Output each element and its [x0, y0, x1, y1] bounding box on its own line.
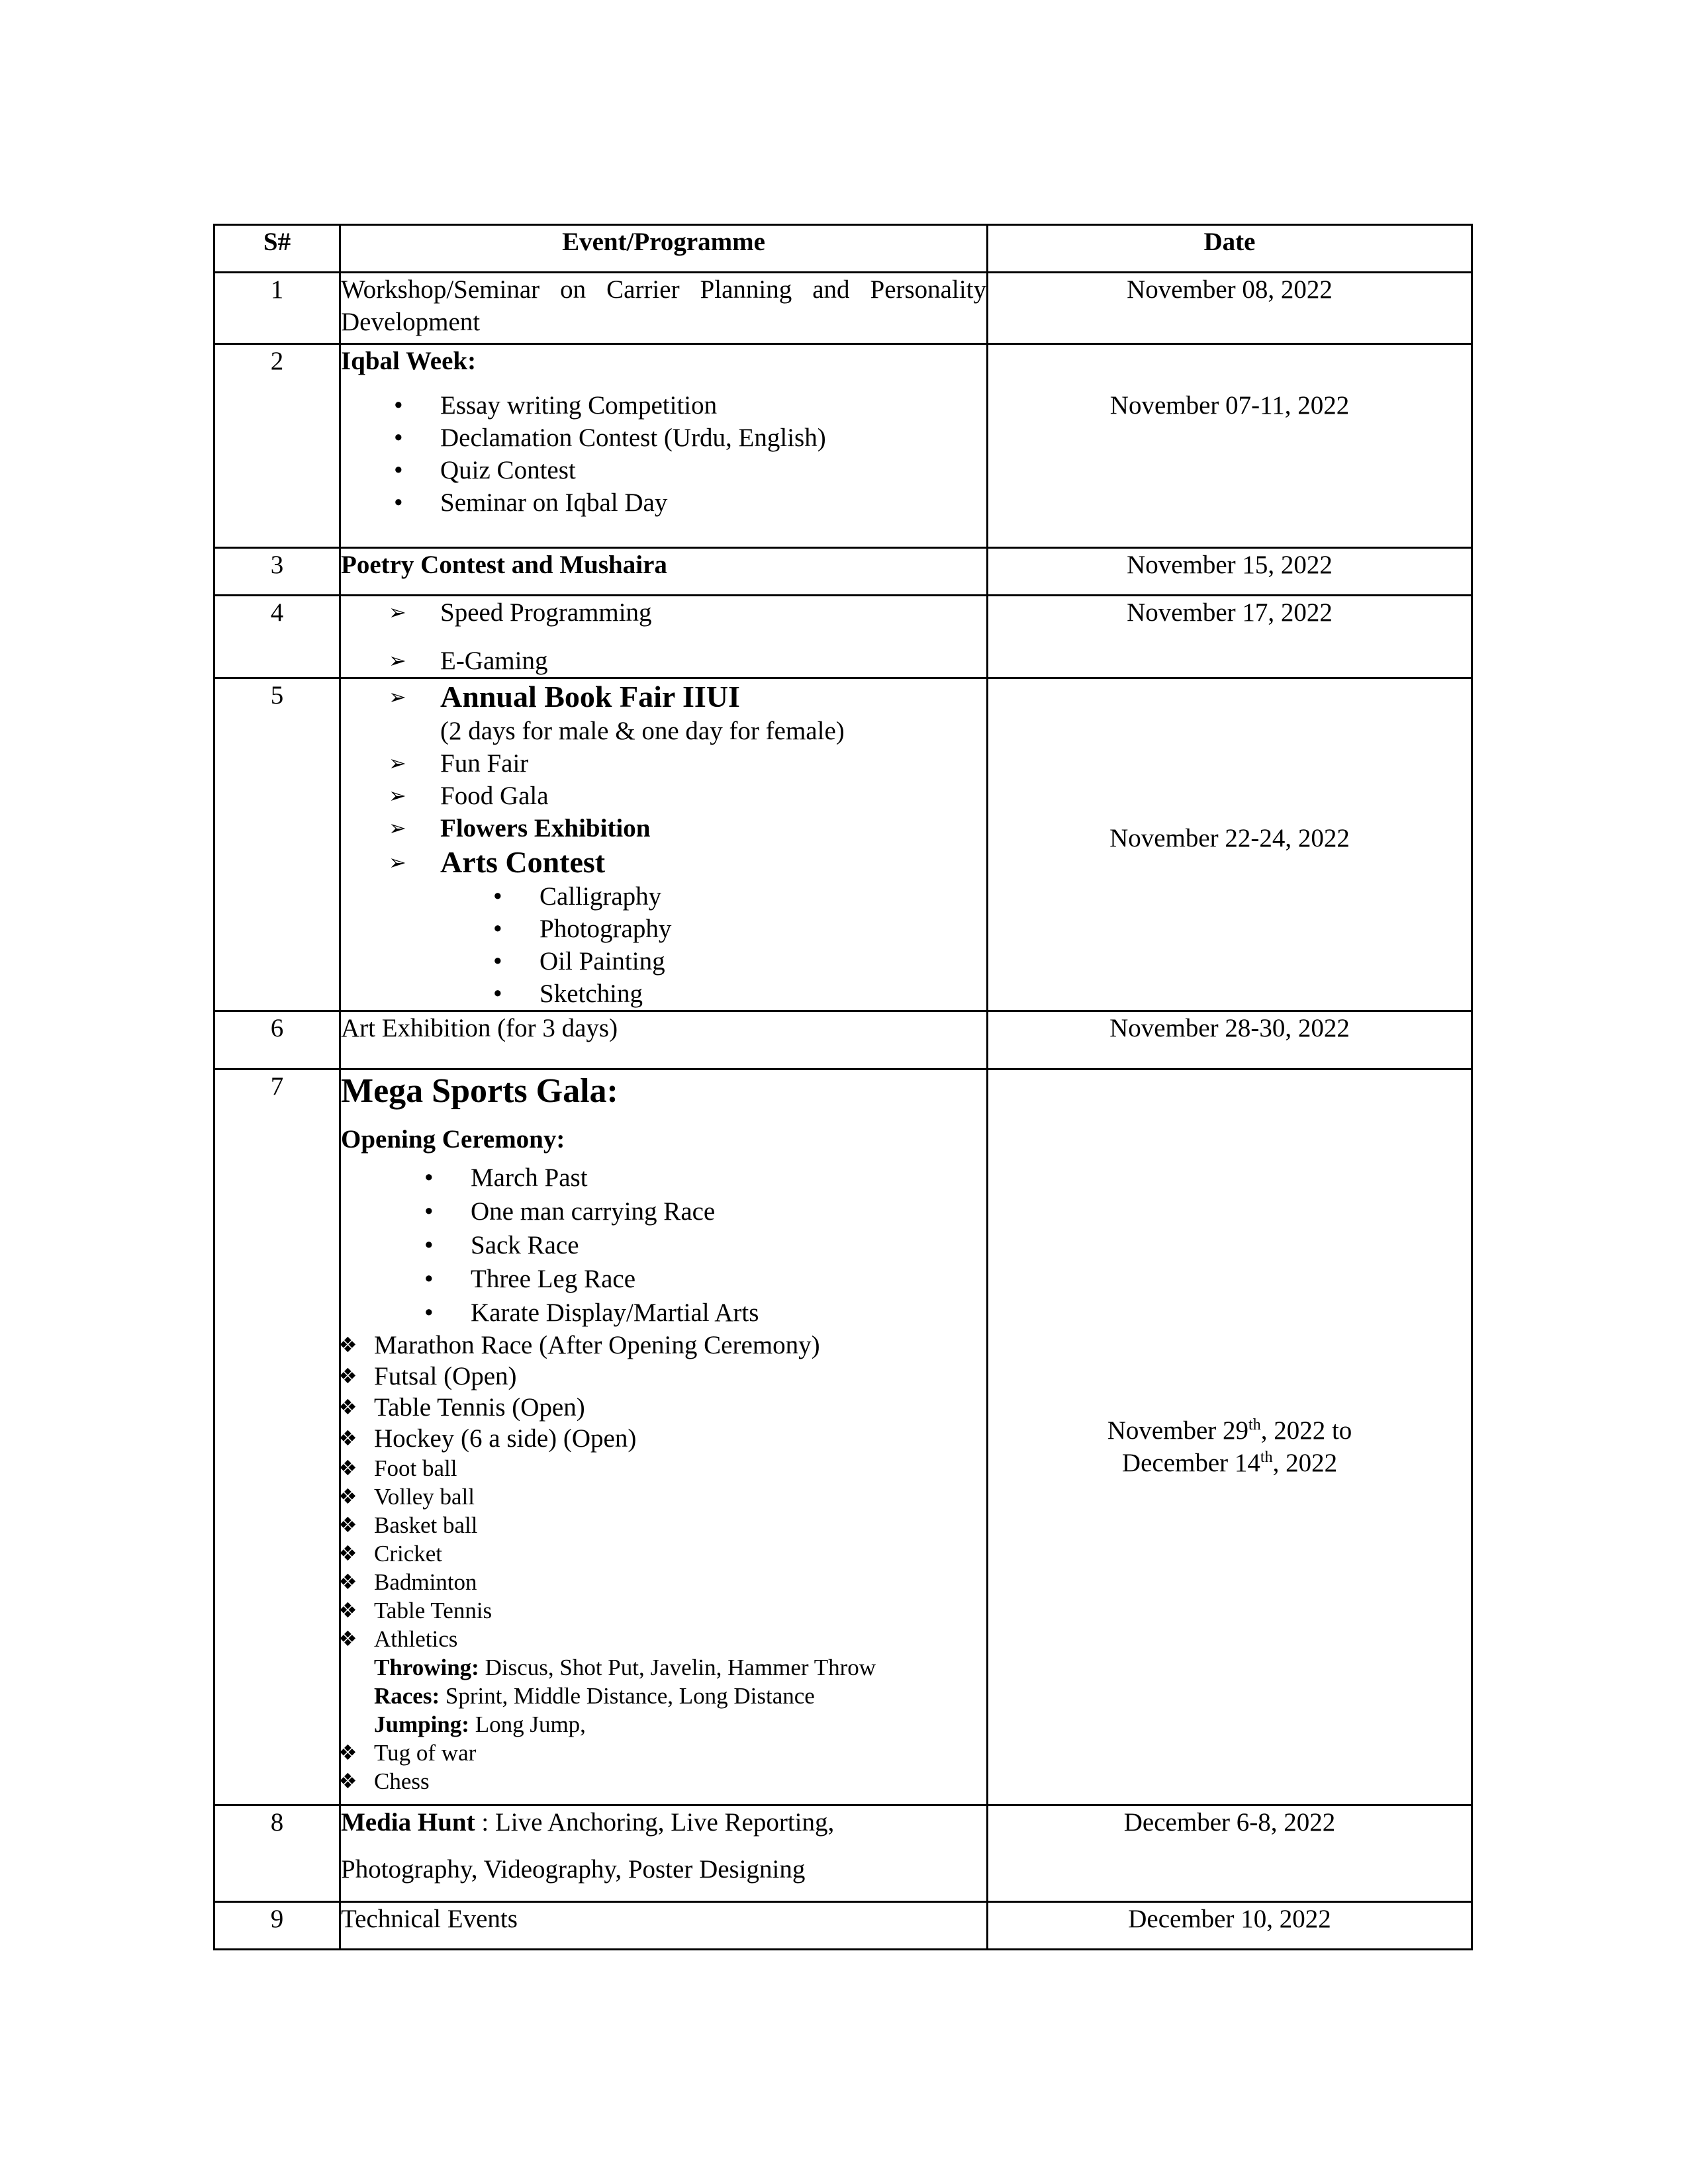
date-cell: December 10, 2022	[988, 1902, 1472, 1950]
list-item: ❖ Hockey (6 a side) (Open)	[341, 1423, 986, 1454]
list-item: ❖ Cricket	[341, 1539, 986, 1568]
table-row	[214, 1902, 1472, 1950]
event-text: Art Exhibition (for 3 days)	[340, 1011, 988, 1069]
date-text	[988, 1070, 1471, 1479]
header-event: Event/Programme	[340, 225, 988, 273]
sports-events-list	[341, 1330, 986, 1454]
list-item: • Three Leg Race	[341, 1262, 986, 1296]
list-item: ❖ Table Tennis (Open)	[341, 1392, 986, 1423]
throwing-label: Throwing:	[374, 1655, 479, 1680]
event-text: Workshop/Seminar on Carrier Planning and Personality Development	[341, 275, 986, 336]
serial-number: 9	[214, 1902, 340, 1950]
list-item: ➢ E-Gaming	[341, 645, 986, 677]
serial-number: 7	[214, 1069, 340, 1805]
list-item: ❖ Athletics	[341, 1625, 986, 1653]
list-item: • Photography	[341, 913, 986, 945]
date-part: , 2022 to	[1260, 1416, 1352, 1445]
event-cell	[340, 273, 988, 344]
list-item: ❖ Badminton	[341, 1568, 986, 1596]
list-item: • Calligraphy	[341, 880, 986, 913]
header-date: Date	[988, 225, 1472, 273]
list-item: ❖ Volley ball	[341, 1482, 986, 1511]
list-item: ➢ Flowers Exhibition	[341, 812, 986, 844]
opening-ceremony-label: Opening Ceremony:	[341, 1125, 565, 1154]
list-item: • Karate Display/Martial Arts	[341, 1296, 986, 1330]
date-superscript: th	[1260, 1449, 1273, 1466]
event-text: Poetry Contest and Mushaira	[340, 548, 988, 596]
serial-number: 2	[214, 344, 340, 548]
date-text: November 07-11, 2022	[1109, 391, 1350, 420]
table-row	[214, 596, 1472, 678]
book-fair-note	[341, 715, 986, 747]
list-item: ❖ Marathon Race (After Opening Ceremony)	[341, 1330, 986, 1361]
serial-number: 4	[214, 596, 340, 678]
date-cell: December 6-8, 2022	[988, 1805, 1472, 1902]
list-item: • Sack Race	[341, 1228, 986, 1262]
list-item: • Essay writing Competition	[341, 389, 986, 422]
date-superscript: th	[1248, 1416, 1261, 1433]
event-text: Technical Events	[340, 1902, 988, 1950]
throwing-text: Discus, Shot Put, Javelin, Hammer Throw	[485, 1655, 876, 1680]
media-hunt-line-1	[341, 1806, 986, 1839]
tech-list	[341, 596, 986, 677]
list-item: ❖ Table Tennis	[341, 1596, 986, 1625]
list-item: ➢ Arts Contest	[341, 844, 986, 880]
jumping-label: Jumping:	[374, 1711, 469, 1737]
events-schedule-table	[213, 224, 1473, 1950]
date-cell	[988, 344, 1472, 548]
date-line-1	[988, 1414, 1471, 1447]
date-cell: November 15, 2022	[988, 548, 1472, 596]
event-cell	[340, 1069, 988, 1805]
media-hunt-text: : Live Anchoring, Live Reporting,	[481, 1808, 835, 1837]
races-label: Races:	[374, 1683, 440, 1709]
header-serial: S#	[214, 225, 340, 273]
table-row	[214, 273, 1472, 344]
list-item: ❖ Tug of war	[341, 1739, 986, 1767]
serial-number: 5	[214, 678, 340, 1011]
list-item: • Seminar on Iqbal Day	[341, 486, 986, 519]
event-cell	[340, 596, 988, 678]
list-item: ❖ Chess	[341, 1767, 986, 1796]
list-item: • Quiz Contest	[341, 454, 986, 486]
date-cell: November 17, 2022	[988, 596, 1472, 678]
list-item: • One man carrying Race	[341, 1195, 986, 1228]
date-part: November 29	[1107, 1416, 1249, 1445]
list-item	[341, 679, 986, 715]
list-item: ❖ Foot ball	[341, 1454, 986, 1482]
serial-number: 3	[214, 548, 340, 596]
date-text: November 22-24, 2022	[1109, 824, 1350, 852]
list-item: ❖ Futsal (Open)	[341, 1361, 986, 1392]
date-cell	[988, 678, 1472, 1011]
opening-ceremony-list	[341, 1161, 986, 1330]
serial-number: 8	[214, 1805, 340, 1902]
list-item: • Oil Painting	[341, 945, 986, 978]
table-header-row	[214, 225, 1472, 273]
races-text: Sprint, Middle Distance, Long Distance	[445, 1683, 815, 1709]
date-cell: November 28-30, 2022	[988, 1011, 1472, 1069]
media-hunt-label: Media Hunt	[341, 1808, 475, 1837]
book-fair-title: Annual Book Fair IIUI	[440, 680, 740, 713]
date-part: December 14	[1121, 1449, 1260, 1477]
table-row	[214, 1069, 1472, 1805]
sports-events-list-small	[341, 1454, 986, 1653]
list-item: ❖ Basket ball	[341, 1511, 986, 1539]
table-row	[214, 678, 1472, 1011]
list-item: ➢ Food Gala	[341, 780, 986, 812]
athletics-jumping	[341, 1710, 986, 1739]
athletics-races	[341, 1682, 986, 1710]
table-row	[214, 344, 1472, 548]
event-cell	[340, 1805, 988, 1902]
event-title: Iqbal Week:	[341, 347, 477, 375]
note-text: (2 days for male & one day for female)	[440, 717, 845, 745]
event-cell	[340, 678, 988, 1011]
list-item: • Declamation Contest (Urdu, English)	[341, 422, 986, 454]
date-cell	[988, 1069, 1472, 1805]
table-row	[214, 1011, 1472, 1069]
serial-number: 1	[214, 273, 340, 344]
serial-number: 6	[214, 1011, 340, 1069]
list-item: ➢ Speed Programming	[341, 596, 986, 629]
table-row	[214, 1805, 1472, 1902]
fair-list	[341, 679, 986, 880]
event-title: Mega Sports Gala:	[341, 1072, 618, 1110]
sports-events-list-end	[341, 1739, 986, 1796]
date-line-2	[988, 1447, 1471, 1479]
table-row	[214, 548, 1472, 596]
athletics-throwing	[341, 1653, 986, 1682]
list-item: • March Past	[341, 1161, 986, 1195]
media-hunt-line-2: Photography, Videography, Poster Designing	[341, 1855, 806, 1884]
arts-list	[341, 880, 986, 1010]
date-part: , 2022	[1272, 1449, 1338, 1477]
list-item: ➢ Fun Fair	[341, 747, 986, 780]
event-cell	[340, 344, 988, 548]
iqbal-week-list	[341, 389, 986, 519]
date-cell: November 08, 2022	[988, 273, 1472, 344]
jumping-text: Long Jump,	[475, 1711, 586, 1737]
list-item: • Sketching	[341, 978, 986, 1010]
